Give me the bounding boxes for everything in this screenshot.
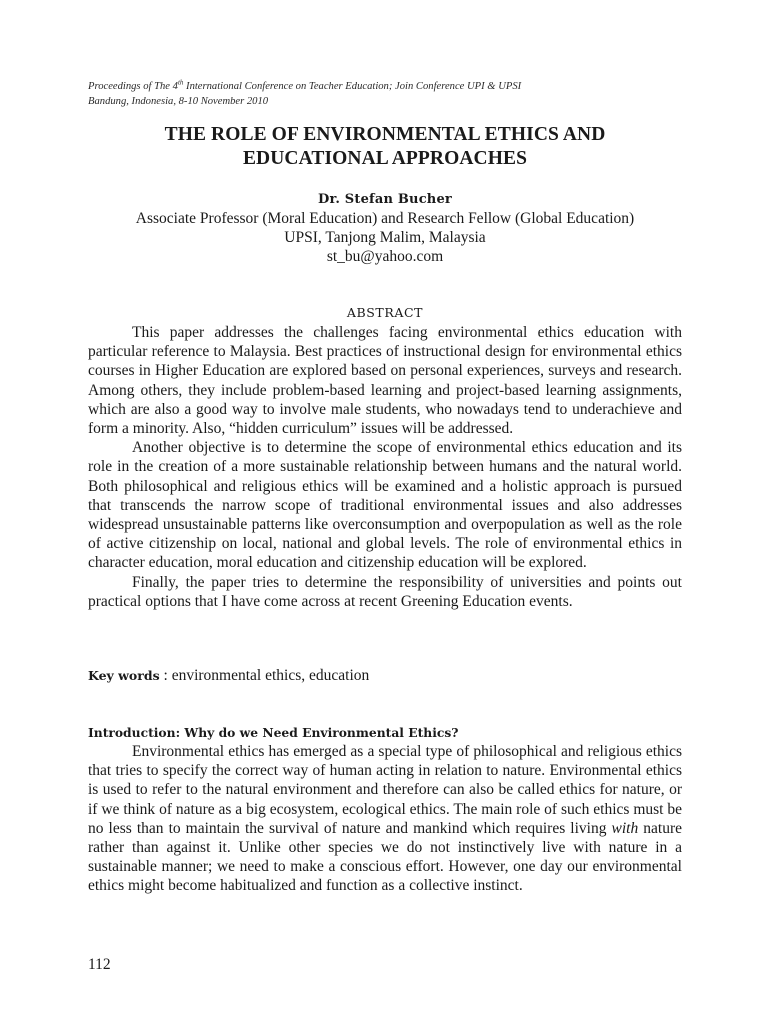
abstract-paragraph: Another objective is to determine the scope of environmental ethics education and its role in the creation of a more sustainable relationship between humans and the natural world. Both philosophical and religious ethics will be examined and a holistic approach is pursued that transcends the narrow scope of traditional environmental issues and also addresses widespread unsustainable patterns like overconsumption and overpopulation as well as the role of active citizenship on local, national and global levels. The role of environmental ethics in character education, moral education and citizenship education will be explored. <box>88 439 682 572</box>
page-number: 112 <box>88 956 111 973</box>
paper-page <box>88 0 682 1024</box>
title-line-2: EDUCATIONAL APPROACHES <box>242 148 528 169</box>
author-block <box>88 190 682 266</box>
abstract-body <box>88 323 682 611</box>
header-line-1: Proceedings of The 4th International Conference on Teacher Education; Join Conference UPI & UPSI <box>88 78 522 92</box>
author-affiliation: UPSI, Tanjong Malim, Malaysia <box>284 229 486 246</box>
keywords-label: Key words <box>88 668 160 683</box>
introduction-body <box>88 742 682 896</box>
proceedings-header <box>88 79 682 109</box>
author-position: Associate Professor (Moral Education) and Research Fellow (Global Education) <box>135 210 635 227</box>
abstract-paragraph: Finally, the paper tries to determine the responsibility of universities and points out practical options that I have come across at recent Greening Education events. <box>88 573 682 610</box>
emphasis-word: with <box>611 819 639 837</box>
keywords-separator: : <box>159 667 172 684</box>
abstract-heading: ABSTRACT <box>346 305 424 320</box>
abstract-paragraph: This paper addresses the challenges facing environmental ethics education with particular reference to Malaysia. Best practices of instructional design for environmental ethics courses in Higher Education are explored based on personal experiences, surveys and research. Among others, they include problem-based learning and project-based learning assignments, which are also a good way to involve male students, who nowadays tend to underachieve and form a minority. Also, “hidden curriculum” issues will be addressed. <box>88 324 682 438</box>
introduction-paragraph: Environmental ethics has emerged as a special type of philosophical and religious ethics that tries to specify the correct way of human acting in relation to nature. Environmental ethics is used to refer to the natural environment and therefore can also be called ethics for nature, or if we think of nature as a big ecosystem, ecological ethics. The main role of such ethics must be no less than to maintain the survival of nature and mankind which requires living with nature rather than against it. Unlike other species we do not instinctively live with nature in a sustainable manner; we need to make a conscious effort. However, one day our environmental ethics might become habitualized and function as a collective instinct. <box>88 743 682 895</box>
section-heading-introduction: Introduction: Why do we Need Environmental Ethics? <box>88 725 459 740</box>
title-line-1: THE ROLE OF ENVIRONMENTAL ETHICS AND <box>164 124 606 145</box>
keywords <box>88 666 682 685</box>
author-email: st_bu@yahoo.com <box>326 248 444 265</box>
header-line-2: Bandung, Indonesia, 8-10 November 2010 <box>88 96 269 107</box>
author-name: Dr. Stefan Bucher <box>318 192 452 207</box>
keywords-value: environmental ethics, education <box>171 667 370 684</box>
paper-title <box>88 123 682 171</box>
